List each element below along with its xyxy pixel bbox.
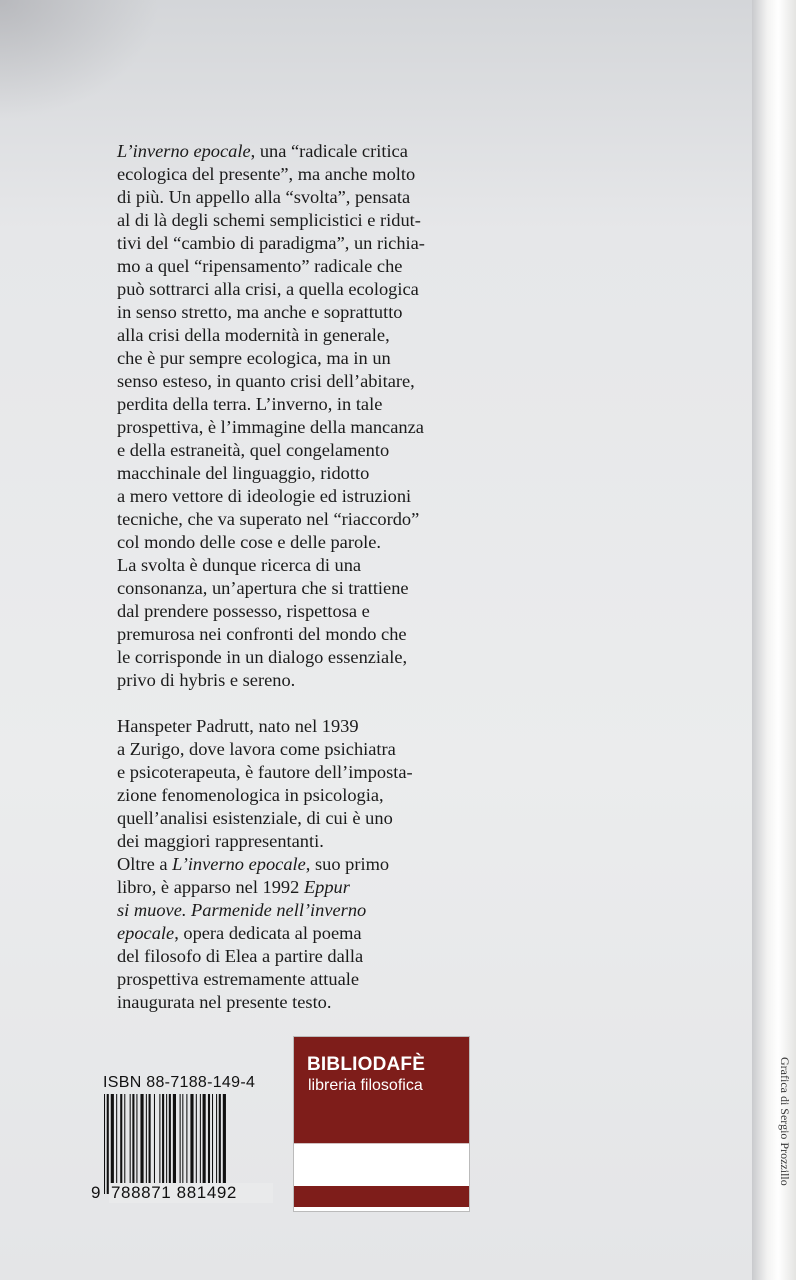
sticker-brand: BIBLIODAFÈ: [307, 1054, 426, 1075]
barcode-bar: [190, 1094, 193, 1194]
text-line: che è pur sempre ecologica, ma in un: [117, 348, 391, 368]
barcode-bar: [136, 1094, 137, 1194]
barcode-bar: [140, 1094, 143, 1194]
barcode-bar: [120, 1094, 122, 1194]
text-line: in senso stretto, ma anche e soprattutto: [117, 302, 403, 322]
text-line: zione fenomenologica in psicologia,: [117, 785, 384, 805]
barcode-bar: [146, 1094, 147, 1194]
blurb-paragraph-author: [117, 715, 477, 1014]
text-line: libro, è apparso nel 1992 Eppur: [117, 877, 350, 897]
text-line: inaugurata nel presente testo.: [117, 992, 332, 1012]
barcode-bar: [173, 1094, 176, 1194]
barcode-bar: [212, 1094, 213, 1194]
text-line: perdita della terra. L’inverno, in tale: [117, 394, 383, 414]
text-line: prospettiva estremamente attuale: [117, 969, 360, 989]
blurb-text: [117, 140, 477, 1014]
barcode-bar: [208, 1094, 210, 1194]
text-line: La svolta è dunque ricerca di una: [117, 555, 362, 575]
text-line: macchinale del linguaggio, ridotto: [117, 463, 370, 483]
bookshop-sticker: [293, 1036, 470, 1212]
text-line: ecologica del presente”, ma anche molto: [117, 164, 416, 184]
text-line: dei maggiori rappresentanti.: [117, 831, 324, 851]
barcode-bar: [149, 1094, 151, 1194]
barcode-bar: [107, 1094, 109, 1194]
text-line: le corrisponde in un dialogo essenziale,: [117, 647, 408, 667]
sticker-red-band: [294, 1186, 469, 1207]
barcode-bar: [132, 1094, 134, 1194]
barcode-bar: [111, 1094, 114, 1194]
text-line: e della estraneità, quel congelamento: [117, 440, 390, 460]
text-line: a Zurigo, dove lavora come psichiatra: [117, 739, 396, 759]
blurb-paragraph-summary: [117, 140, 477, 692]
barcode-bar: [124, 1094, 125, 1194]
barcode-bar: [162, 1094, 164, 1194]
barcode-bar: [186, 1094, 187, 1194]
sticker-white-band: [294, 1143, 469, 1180]
text-line: a mero vettore di ideologie ed istruzioni: [117, 486, 412, 506]
sticker-subtitle: libreria filosofica: [308, 1077, 423, 1094]
text-line: Oltre a L’inverno epocale, suo primo: [117, 854, 390, 874]
text-line: epocale, opera dedicata al poema: [117, 923, 362, 943]
text-line: prospettiva, è l’immagine della mancanza: [117, 417, 424, 437]
text-line: mo a quel “ripensamento” radicale che: [117, 256, 403, 276]
barcode-bar: [116, 1094, 117, 1194]
barcode: [104, 1094, 270, 1194]
text-line: privo di hybris e sereno.: [117, 670, 296, 690]
text-line: senso esteso, in quanto crisi dell’abitare,: [117, 371, 415, 391]
barcode-first-digit: 9: [91, 1183, 101, 1202]
barcode-bar: [203, 1094, 206, 1194]
barcode-bar: [196, 1094, 197, 1194]
cover-corner-shadow: [0, 0, 160, 120]
barcode-bar: [180, 1094, 181, 1194]
barcode-bar: [169, 1094, 171, 1194]
barcode-bar: [159, 1094, 160, 1194]
barcode-bar: [182, 1094, 183, 1194]
text-line: quell’analisi esistenziale, di cui è uno: [117, 808, 393, 828]
text-line: del filosofo di Elea a partire dalla: [117, 946, 364, 966]
text-line: Hanspeter Padrutt, nato nel 1939: [117, 716, 359, 736]
barcode-bar: [200, 1094, 201, 1194]
text-line: e psicoterapeuta, è fautore dell’imposta-: [117, 762, 413, 782]
text-line: si muove. Parmenide nell’inverno: [117, 900, 367, 920]
text-line: alla crisi della modernità in generale,: [117, 325, 390, 345]
text-line: consonanza, un’apertura che si trattiene: [117, 578, 409, 598]
barcode-bar: [166, 1094, 167, 1194]
barcode-digits: 788871 881492: [109, 1183, 273, 1203]
isbn-label: ISBN 88-7188-149-4: [103, 1074, 256, 1091]
text-line: col mondo delle cose e delle parole.: [117, 532, 382, 552]
text-line: tecniche, che va superato nel “riaccordo”: [117, 509, 420, 529]
barcode-bar: [219, 1094, 221, 1194]
text-line: può sottrarci alla crisi, a quella ecologica: [117, 279, 419, 299]
barcode-bar: [154, 1094, 155, 1194]
text-line: al di là degli schemi semplicistici e ridut-: [117, 210, 421, 230]
text-line: tivi del “cambio di paradigma”, un richia-: [117, 233, 425, 253]
barcode-bar: [130, 1094, 131, 1194]
text-line: L’inverno epocale, una “radicale critica: [117, 141, 408, 161]
text-line: di più. Un appello alla “svolta”, pensata: [117, 187, 411, 207]
barcode-bar: [216, 1094, 217, 1194]
barcode-bar: [104, 1094, 105, 1194]
barcode-bar: [223, 1094, 226, 1194]
text-line: dal prendere possesso, rispettosa e: [117, 601, 370, 621]
text-line: premurosa nei confronti del mondo che: [117, 624, 407, 644]
design-credit: Grafica di Sergio Prozzillo: [778, 1057, 792, 1186]
